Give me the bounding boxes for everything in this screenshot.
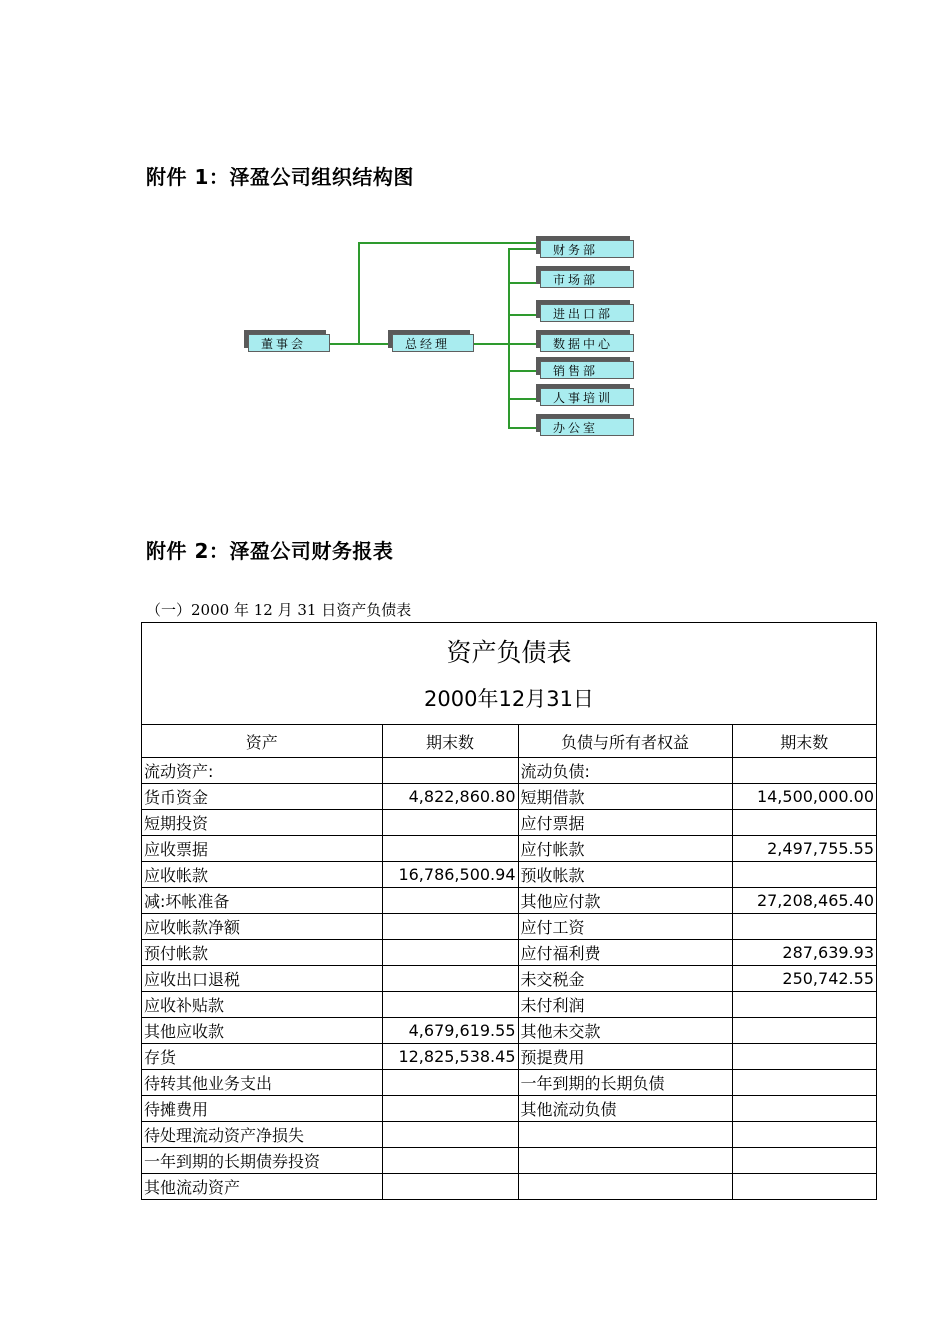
amount-cell: 16,786,500.94	[382, 862, 518, 888]
amount-cell: 2,497,755.55	[732, 836, 876, 862]
table-row	[142, 940, 876, 966]
sheet-date: 2000年12月31日	[424, 687, 594, 711]
amount-cell	[732, 992, 876, 1018]
item-cell: 一年到期的长期债券投资	[142, 1148, 382, 1174]
amount-cell	[732, 862, 876, 888]
item-cell: 预付帐款	[142, 940, 382, 966]
table-row	[142, 1122, 876, 1148]
connector	[508, 248, 510, 429]
item-cell: 其他未交款	[518, 1018, 732, 1044]
item-cell: 应付福利费	[518, 940, 732, 966]
connector	[358, 242, 540, 244]
amount-cell	[732, 758, 876, 784]
table-header-row	[142, 725, 876, 758]
connector	[508, 248, 540, 250]
item-cell: 应收帐款净额	[142, 914, 382, 940]
item-cell: 货币资金	[142, 784, 382, 810]
amount-cell	[732, 914, 876, 940]
table-row	[142, 1044, 876, 1070]
balance-sheet-table	[142, 725, 876, 1199]
item-cell: 减:坏帐准备	[142, 888, 382, 914]
sheet-title: 资产负债表	[446, 638, 572, 667]
amount-cell: 27,208,465.40	[732, 888, 876, 914]
item-cell: 应收帐款	[142, 862, 382, 888]
org-node-department: 办公室	[540, 418, 634, 436]
org-node-department: 销售部	[540, 361, 634, 379]
amount-cell	[732, 1044, 876, 1070]
item-cell: 短期借款	[518, 784, 732, 810]
connector	[358, 242, 360, 344]
amount-cell	[382, 1096, 518, 1122]
org-node-department: 人事培训	[540, 388, 634, 406]
balance-sheet	[141, 622, 877, 1200]
item-cell: 存货	[142, 1044, 382, 1070]
item-cell: 流动资产:	[142, 758, 382, 784]
table-row	[142, 1070, 876, 1096]
table-row	[142, 758, 876, 784]
amount-cell: 4,679,619.55	[382, 1018, 518, 1044]
amount-cell: 14,500,000.00	[732, 784, 876, 810]
item-cell: 其他流动负债	[518, 1096, 732, 1122]
item-cell: 待转其他业务支出	[142, 1070, 382, 1096]
amount-cell	[382, 992, 518, 1018]
connector	[508, 314, 540, 316]
org-node-department: 市场部	[540, 270, 634, 288]
amount-cell: 12,825,538.45	[382, 1044, 518, 1070]
sheet-header	[142, 623, 876, 725]
amount-cell	[382, 966, 518, 992]
org-chart	[0, 0, 950, 500]
table-caption: （一）2000 年 12 月 31 日资产负债表	[146, 601, 412, 619]
attachment2-heading: 附件 2：泽盈公司财务报表	[146, 539, 394, 563]
org-node-department: 进出口部	[540, 304, 634, 322]
connector	[508, 370, 540, 372]
item-cell: 一年到期的长期负债	[518, 1070, 732, 1096]
amount-cell: 287,639.93	[732, 940, 876, 966]
item-cell: 应收出口退税	[142, 966, 382, 992]
item-cell	[518, 1174, 732, 1200]
column-header: 期末数	[382, 725, 518, 758]
org-node-general-manager: 总经理	[392, 334, 474, 352]
item-cell: 未付利润	[518, 992, 732, 1018]
amount-cell	[732, 1018, 876, 1044]
item-cell	[518, 1148, 732, 1174]
table-row	[142, 862, 876, 888]
item-cell: 其他应付款	[518, 888, 732, 914]
org-node-department: 财务部	[540, 240, 634, 258]
amount-cell	[382, 940, 518, 966]
item-cell: 应收票据	[142, 836, 382, 862]
connector	[508, 343, 540, 345]
table-row	[142, 1018, 876, 1044]
connector	[508, 427, 540, 429]
amount-cell	[382, 758, 518, 784]
amount-cell	[732, 1070, 876, 1096]
column-header: 期末数	[732, 725, 876, 758]
column-header: 资产	[142, 725, 382, 758]
amount-cell	[382, 810, 518, 836]
table-row	[142, 1148, 876, 1174]
amount-cell	[732, 1096, 876, 1122]
amount-cell	[382, 1174, 518, 1200]
item-cell: 应收补贴款	[142, 992, 382, 1018]
item-cell: 应付票据	[518, 810, 732, 836]
item-cell: 流动负债:	[518, 758, 732, 784]
amount-cell	[382, 1148, 518, 1174]
amount-cell	[382, 1070, 518, 1096]
item-cell: 待摊费用	[142, 1096, 382, 1122]
amount-cell	[732, 1174, 876, 1200]
column-header: 负债与所有者权益	[518, 725, 732, 758]
table-row	[142, 784, 876, 810]
item-cell: 短期投资	[142, 810, 382, 836]
item-cell: 预提费用	[518, 1044, 732, 1070]
table-row	[142, 914, 876, 940]
item-cell: 待处理流动资产净损失	[142, 1122, 382, 1148]
connector	[474, 343, 510, 345]
amount-cell	[382, 914, 518, 940]
table-row	[142, 836, 876, 862]
org-node-board: 董事会	[248, 334, 330, 352]
item-cell	[518, 1122, 732, 1148]
amount-cell	[732, 1148, 876, 1174]
amount-cell: 4,822,860.80	[382, 784, 518, 810]
amount-cell	[732, 1122, 876, 1148]
table-body	[142, 725, 876, 1199]
item-cell: 其他应收款	[142, 1018, 382, 1044]
item-cell: 其他流动资产	[142, 1174, 382, 1200]
table-row	[142, 888, 876, 914]
table-row	[142, 1174, 876, 1200]
org-node-department: 数据中心	[540, 334, 634, 352]
connector	[508, 282, 540, 284]
connector	[508, 398, 540, 400]
connector	[330, 343, 390, 345]
item-cell: 应付工资	[518, 914, 732, 940]
amount-cell	[382, 1122, 518, 1148]
item-cell: 应付帐款	[518, 836, 732, 862]
amount-cell: 250,742.55	[732, 966, 876, 992]
item-cell: 预收帐款	[518, 862, 732, 888]
table-row	[142, 992, 876, 1018]
table-row	[142, 1096, 876, 1122]
amount-cell	[382, 888, 518, 914]
item-cell: 未交税金	[518, 966, 732, 992]
attachment1-heading: 附件 1：泽盈公司组织结构图	[146, 165, 414, 189]
amount-cell	[382, 836, 518, 862]
table-row	[142, 810, 876, 836]
table-row	[142, 966, 876, 992]
amount-cell	[732, 810, 876, 836]
